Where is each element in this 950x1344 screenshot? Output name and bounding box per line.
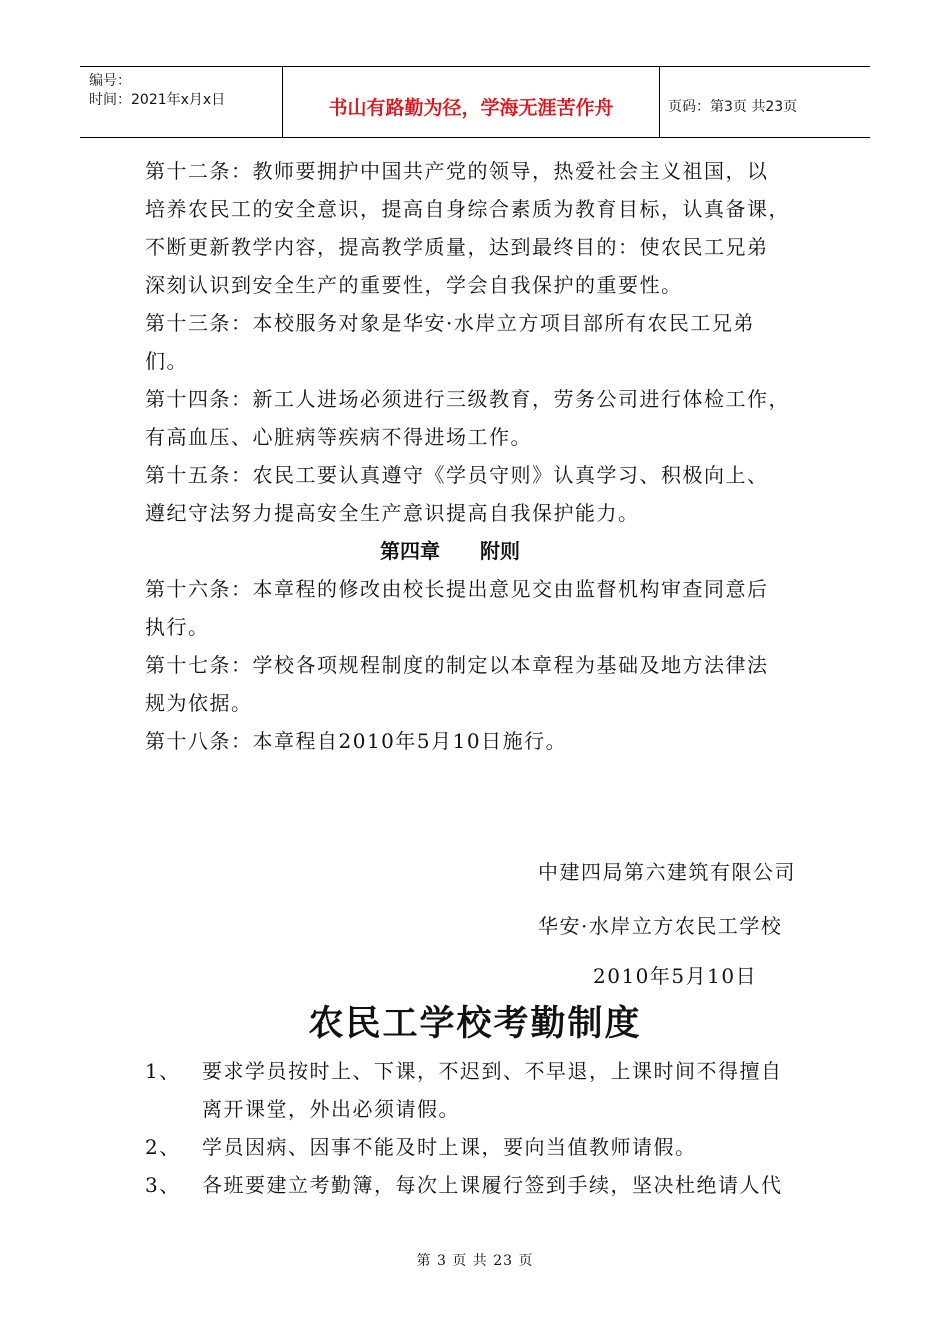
body-line: 第十二条：教师要拥护中国共产党的领导，热爱社会主义祖国，以	[145, 159, 769, 183]
header-date: 时间：2021年x月x日	[89, 92, 226, 108]
header-motto: 书山有路勤为径，学海无涯苦作舟	[283, 67, 660, 137]
chapter-line: 第十六条：本章程的修改由校长提出意见交由监督机构审查同意后	[145, 577, 769, 601]
chapter-line: 执行。	[145, 615, 210, 639]
page-footer: 第 3 页 共 23 页	[416, 1253, 534, 1269]
body-line: 遵纪守法努力提高安全生产意识提高自我保护能力。	[145, 501, 640, 525]
list-item	[145, 1052, 815, 1090]
header-meta	[80, 67, 283, 137]
chapter-title: 第四章 附则	[380, 539, 520, 563]
attendance-list	[145, 1052, 815, 1204]
page-header	[80, 66, 870, 138]
document-title: 农民工学校考勤制度	[308, 1003, 642, 1044]
list-item	[145, 1166, 815, 1204]
chapter-line: 第十七条：学校各项规程制度的制定以本章程为基础及地方法律法	[145, 653, 769, 677]
signature-company: 中建四局第六建筑有限公司	[538, 860, 796, 884]
header-page: 页码：第3页 共23页	[668, 99, 798, 115]
body-line: 们。	[145, 349, 188, 373]
chapter-line: 规为依据。	[145, 691, 253, 715]
header-number: 编号：	[89, 73, 131, 89]
list-item-continuation: 离开课堂，外出必须请假。	[202, 1097, 460, 1121]
list-item-text: 各班要建立考勤簿，每次上课履行签到手续，坚决杜绝请人代	[202, 1173, 783, 1197]
signature-school: 华安·水岸立方农民工学校	[538, 914, 783, 938]
list-item-number: 2、	[145, 1135, 181, 1159]
chapter-line: 第十八条：本章程自2010年5月10日施行。	[145, 729, 568, 753]
list-item-number: 1、	[145, 1059, 181, 1083]
list-item-text: 要求学员按时上、下课，不迟到、不早退，上课时间不得擅自	[202, 1059, 783, 1083]
list-item	[145, 1128, 815, 1166]
body-line: 有高血压、心脏病等疾病不得进场工作。	[145, 425, 532, 449]
document-body	[145, 152, 815, 760]
body-line: 第十四条：新工人进场必须进行三级教育，劳务公司进行体检工作，	[145, 387, 790, 411]
body-line: 培养农民工的安全意识，提高自身综合素质为教育目标，认真备课，	[145, 197, 790, 221]
body-line: 不断更新教学内容，提高教学质量，达到最终目的：使农民工兄弟	[145, 235, 769, 259]
list-item-text: 学员因病、因事不能及时上课，要向当值教师请假。	[202, 1135, 697, 1159]
body-line: 第十三条：本校服务对象是华安·水岸立方项目部所有农民工兄弟	[145, 311, 755, 335]
body-line: 第十五条：农民工要认真遵守《学员守则》认真学习、积极向上、	[145, 463, 769, 487]
list-item-number: 3、	[145, 1173, 181, 1197]
body-line: 深刻认识到安全生产的重要性，学会自我保护的重要性。	[145, 273, 683, 297]
signature-date: 2010年5月10日	[593, 964, 758, 988]
